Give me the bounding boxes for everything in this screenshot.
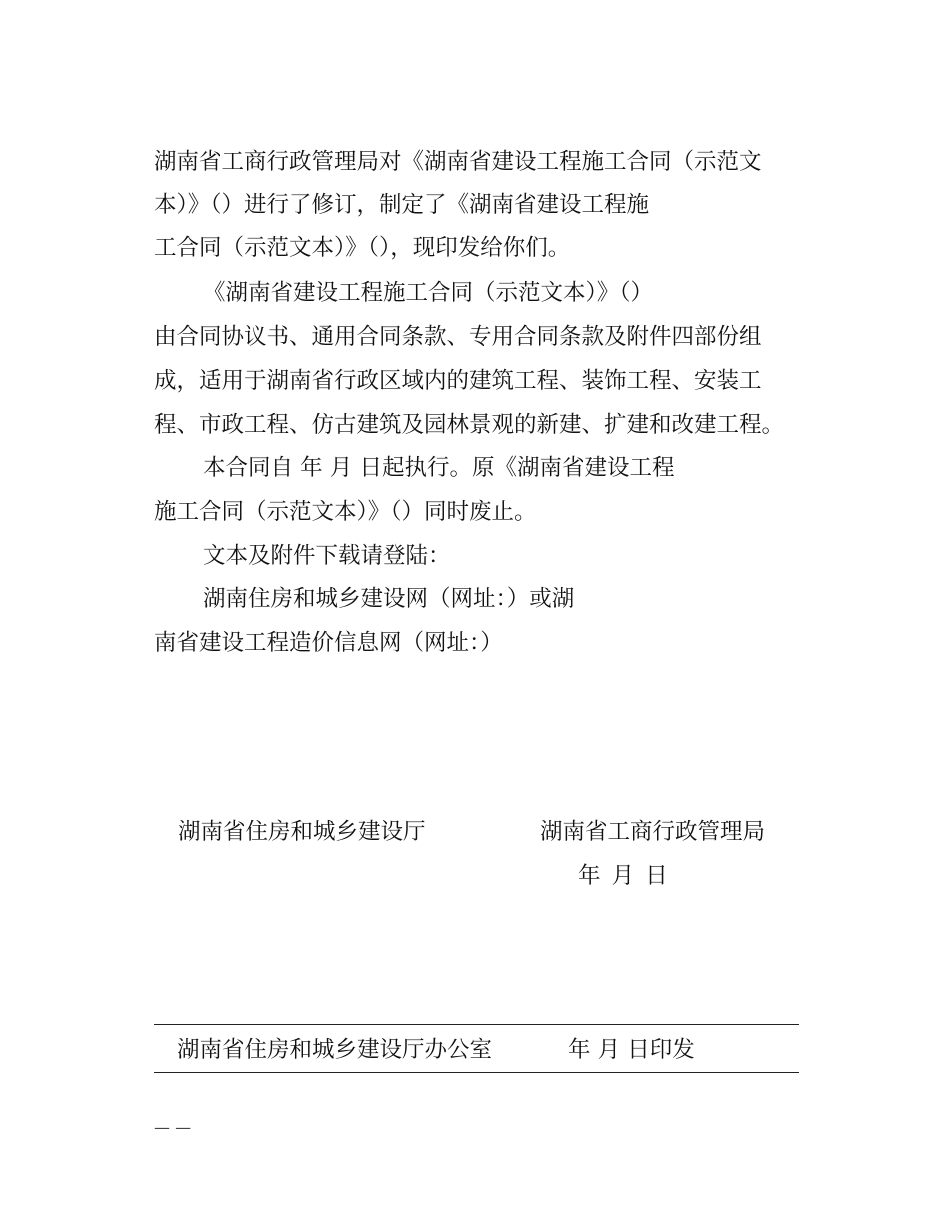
issuer-right: 湖南省工商行政管理局 — [540, 819, 766, 845]
paragraph-2-line-3: 成，适用于湖南省行政区域内的建筑工程、装饰工程、安装工 — [154, 368, 762, 394]
paragraph-1-line-2: 本）》（）进行了修订，制定了《湖南省建设工程施 — [154, 192, 650, 218]
paragraph-1-line-1: 湖南省工商行政管理局对《湖南省建设工程施工合同（示范文 — [154, 149, 762, 175]
paragraph-2-line-1: 《湖南省建设工程施工合同（示范文本）》（） — [203, 280, 654, 306]
paragraph-2-line-2: 由合同协议书、通用合同条款、专用合同条款及附件四部份组 — [154, 324, 762, 350]
paragraph-1-line-3: 工合同（示范文本）》（），现印发给你们。 — [154, 235, 571, 261]
footer-office: 湖南省住房和城乡建设厅办公室 — [177, 1037, 493, 1063]
paragraph-5-line-2: 南省建设工程造价信息网（网址：） — [154, 630, 503, 656]
signature-date: 年 月 日 — [578, 863, 668, 889]
paragraph-3-line-1: 本合同自 年 月 日起执行。原《湖南省建设工程 — [203, 455, 675, 481]
footer-top-rule — [154, 1024, 799, 1025]
footer-bottom-rule — [154, 1072, 799, 1073]
paragraph-5-line-1: 湖南住房和城乡建设网（网址：）或湖 — [203, 586, 575, 612]
footer-issue-date: 年 月 日印发 — [568, 1037, 695, 1063]
paragraph-2-line-4: 程、市政工程、仿古建筑及园林景观的新建、扩建和改建工程。 — [154, 412, 785, 438]
paragraph-3-line-2: 施工合同（示范文本）》（）同时废止。 — [154, 499, 537, 525]
page-number-marker: — — — [154, 1118, 192, 1137]
paragraph-4-line-1: 文本及附件下载请登陆： — [203, 543, 451, 569]
issuer-left: 湖南省住房和城乡建设厅 — [178, 819, 426, 845]
